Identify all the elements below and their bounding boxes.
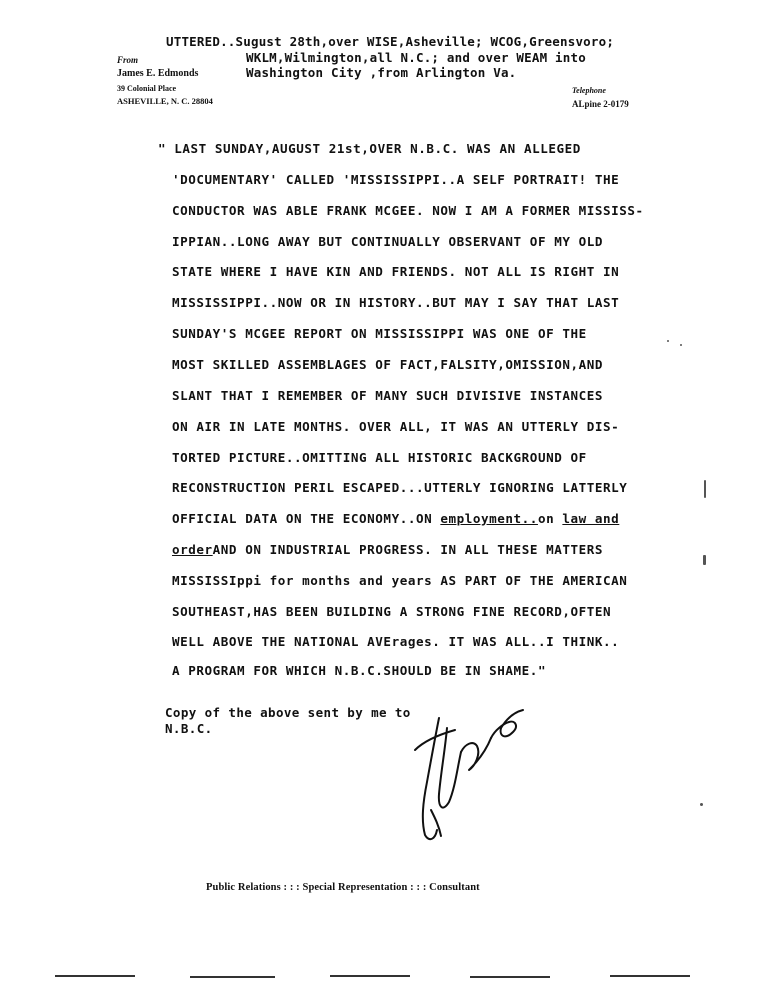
scan-rule xyxy=(610,975,690,977)
body-line-14-part-b: AND ON INDUSTRIAL PROGRESS. IN ALL THESE MATTERS xyxy=(212,542,604,557)
body-line-8: MOST SKILLED ASSEMBLAGES OF FACT,FALSITY,OMISSION,AND xyxy=(172,357,603,372)
scan-rule xyxy=(470,976,550,978)
scan-mark xyxy=(700,803,703,806)
copy-note-line-2: N.B.C. xyxy=(165,721,213,736)
uttered-line-3: Washington City ,from Arlington Va. xyxy=(246,65,517,80)
body-line-11: TORTED PICTURE..OMITTING ALL HISTORIC BACKGROUND OF xyxy=(172,450,587,465)
handwritten-signature xyxy=(395,690,535,850)
footer-services: Public Relations : : : Special Representation : : : Consultant xyxy=(206,882,480,893)
body-line-17: WELL ABOVE THE NATIONAL AVErages. IT WAS ALL..I THINK.. xyxy=(172,634,620,649)
body-line-7: SUNDAY'S MCGEE REPORT ON MISSISSIPPI WAS ONE OF THE xyxy=(172,326,587,341)
uttered-line-2: WKLM,Wilmington,all N.C.; and over WEAM into xyxy=(246,50,586,65)
underlined-order: order xyxy=(172,542,213,557)
body-line-16: SOUTHEAST,HAS BEEN BUILDING A STRONG FINE RECORD,OFTEN xyxy=(172,604,612,619)
body-line-14 xyxy=(172,542,603,557)
scan-mark xyxy=(703,555,706,565)
body-line-18: A PROGRAM FOR WHICH N.B.C.SHOULD BE IN SHAME." xyxy=(172,663,547,678)
underlined-employment: employment.. xyxy=(440,511,538,526)
body-line-10: ON AIR IN LATE MONTHS. OVER ALL, IT WAS AN UTTERLY DIS- xyxy=(172,419,620,434)
letterhead-city: ASHEVILLE, N. C. 28804 xyxy=(117,96,213,106)
body-line-13 xyxy=(172,511,619,526)
underlined-law-and: law and xyxy=(562,511,620,526)
scan-mark xyxy=(704,480,706,498)
telephone-label: Telephone xyxy=(572,86,606,95)
body-line-4: IPPIAN..LONG AWAY BUT CONTINUALLY OBSERVANT OF MY OLD xyxy=(172,234,603,249)
body-line-15: MISSISSIppi for months and years AS PART OF THE AMERICAN xyxy=(172,573,628,588)
letterhead-name: James E. Edmonds xyxy=(117,68,199,79)
body-line-13-part-c: on xyxy=(537,511,555,526)
body-line-6: MISSISSIPPI..NOW OR IN HISTORY..BUT MAY I SAY THAT LAST xyxy=(172,295,620,310)
body-line-13-part-a: OFFICIAL DATA ON THE ECONOMY..ON xyxy=(172,511,441,526)
scan-rule xyxy=(190,976,275,978)
scan-mark xyxy=(680,344,682,346)
body-line-3: CONDUCTOR WAS ABLE FRANK MCGEE. NOW I AM A FORMER MISSISS- xyxy=(172,203,644,218)
letterhead-address: 39 Colonial Place xyxy=(117,84,177,93)
scan-mark xyxy=(667,340,669,342)
telephone-number: ALpine 2-0179 xyxy=(572,99,629,109)
body-line-9: SLANT THAT I REMEMBER OF MANY SUCH DIVISIVE INSTANCES xyxy=(172,388,603,403)
copy-note-line-1: Copy of the above sent by me to xyxy=(165,705,411,720)
body-line-5: STATE WHERE I HAVE KIN AND FRIENDS. NOT ALL IS RIGHT IN xyxy=(172,264,620,279)
body-line-1: " LAST SUNDAY,AUGUST 21st,OVER N.B.C. WAS AN ALLEGED xyxy=(158,141,581,156)
scan-rule xyxy=(330,975,410,977)
uttered-line-1: UTTERED..Sugust 28th,over WISE,Asheville; WCOG,Greensvoro; xyxy=(166,34,615,49)
body-line-12: RECONSTRUCTION PERIL ESCAPED...UTTERLY IGNORING LATTERLY xyxy=(172,480,628,495)
scan-rule xyxy=(55,975,135,977)
body-line-2: 'DOCUMENTARY' CALLED 'MISSISSIPPI..A SELF PORTRAIT! THE xyxy=(172,172,620,187)
from-label: From xyxy=(117,55,139,65)
